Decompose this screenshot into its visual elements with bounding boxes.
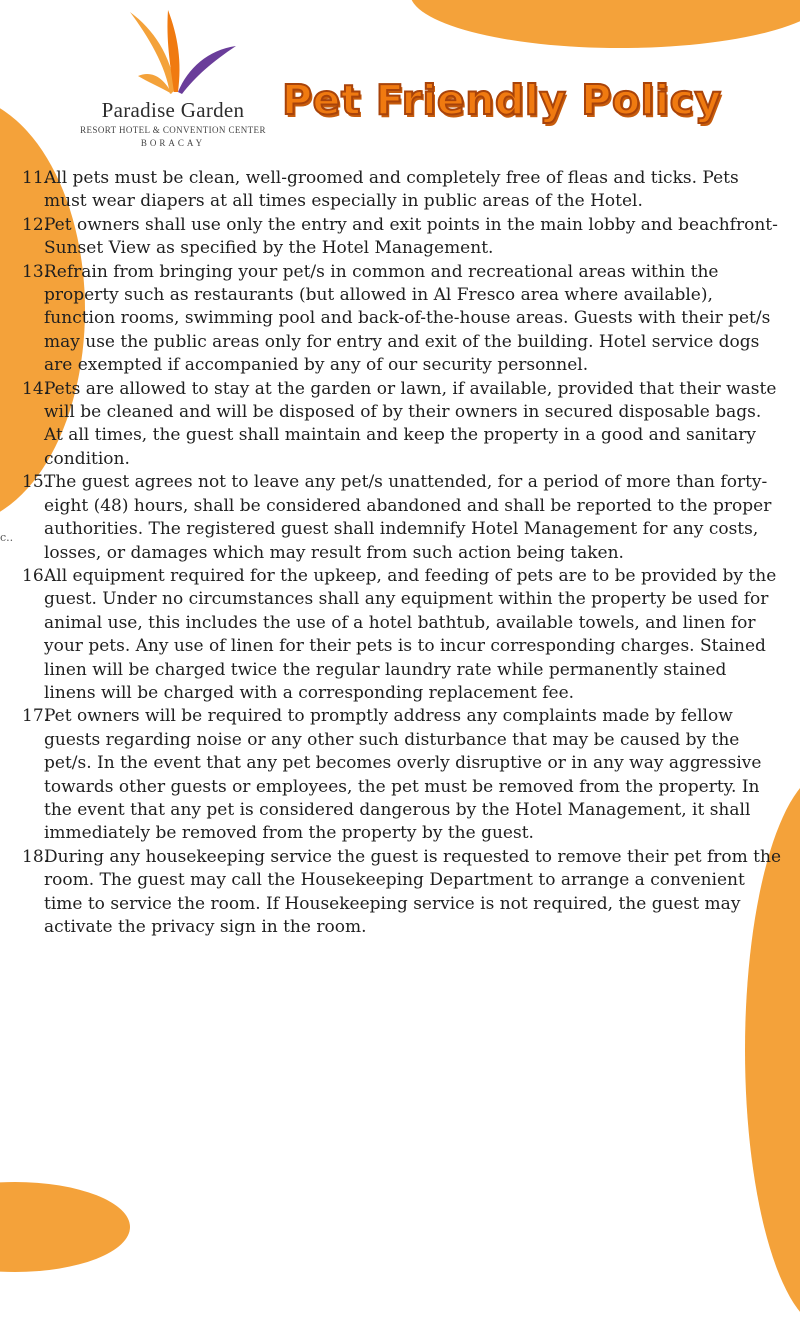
brand-subtitle: RESORT HOTEL & CONVENTION CENTER (80, 125, 266, 135)
policy-item (22, 261, 782, 378)
policy-item (22, 378, 782, 472)
policy-item-text: Pet owners will be required to promptly address any complaints made by fellow guests regarding noise or any other such disturbance that may be caused by the pet/s. In the event that any pet becomes overly disruptive or in any way aggressive towards other guests or employees, the pet must be removed from the property. In the event that any pet is considered dangerous by the Hotel Management, it shall immediately be removed from the property by the guest. (44, 706, 762, 844)
policy-item-text: The guest agrees not to leave any pet/s unattended, for a period of more than forty-eight (48) hours, shall be considered abandoned and shall be reported to the proper authorities. The registered guest shall indemnify Hotel Management for any costs, losses, or damages which may result from such action being taken. (44, 472, 772, 563)
policy-item-number: 15. (22, 472, 50, 493)
policy-item-text: Pet owners shall use only the entry and exit points in the main lobby and beachfront-Sunset View as specified by the Hotel Management. (44, 214, 778, 259)
hotel-logo (78, 6, 268, 146)
policy-item (22, 846, 782, 940)
policy-item (22, 565, 782, 705)
policy-item-number: 12. (22, 214, 50, 235)
policy-item-text: Pets are allowed to stay at the garden or lawn, if available, provided that their waste will be cleaned and will be disposed of by their owners in secured disposable bags. At all times, the guest shall maintain and keep the property in a good and sanitary condition. (44, 378, 777, 469)
policy-item-text: All pets must be clean, well-groomed and completely free of fleas and ticks. Pets must wear diapers at all times especially in public areas of the Hotel. (44, 168, 739, 212)
policy-list (22, 167, 782, 939)
policy-item-number: 16. (22, 565, 50, 586)
policy-item (22, 214, 782, 261)
policy-item-number: 17. (22, 706, 50, 727)
policy-item-text: During any housekeeping service the guest is requested to remove their pet from the room. The guest may call the Housekeeping Department to arrange a convenient time to service the room. If Housekeeping service is not required, the guest may activate the privacy sign in the room. (44, 846, 782, 937)
bird-of-paradise-icon (108, 6, 238, 98)
policy-item-number: 11. (22, 168, 50, 188)
policy-item (22, 471, 782, 565)
policy-item (22, 705, 782, 845)
decorative-orange-shape-top-right (410, 0, 800, 48)
brand-name: Paradise Garden (101, 98, 245, 122)
page-title: Pet Friendly Policy (282, 76, 722, 124)
policy-item-text: Refrain from bringing your pet/s in common and recreational areas within the property such as restaurants (but allowed in Al Fresco area where available), function rooms, swimming pool and back-of-the-house areas. Guests with their pet/s may use the public areas only for entry and exit of the building. Hotel service dogs are exempted if accompanied by any of our security personnel. (44, 261, 771, 376)
policy-item-number: 13. (22, 261, 50, 282)
decorative-orange-shape-bottom-left (0, 1182, 130, 1272)
brand-location: BORACAY (140, 138, 206, 148)
stray-mark: c.. (0, 531, 14, 544)
policy-item (22, 167, 782, 214)
policy-item-number: 18. (22, 846, 50, 867)
policy-item-text: All equipment required for the upkeep, and feeding of pets are to be provided by the guest. Under no circumstances shall any equipment within the property be used for animal use, this includes the use of a hotel bathtub, available towels, and linen for your pets. Any use of linen for their pets is to incur corresponding charges. Stained linen will be charged twice the regular laundry rate while permanently stained linens will be charged with a corresponding replacement fee. (44, 565, 777, 703)
policy-item-number: 14. (22, 378, 50, 399)
